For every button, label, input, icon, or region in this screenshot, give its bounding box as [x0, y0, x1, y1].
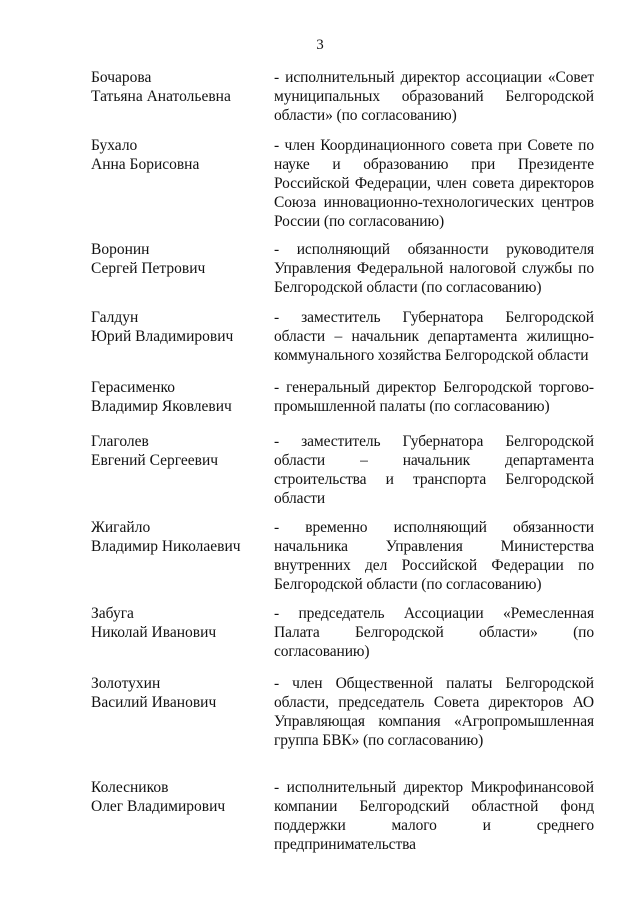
member-surname: Золотухин: [91, 675, 161, 692]
member-name: [91, 378, 261, 416]
member-role: - исполнительный директор ассоциации «Совет муниципальных образований Белгородской области» (по согласованию): [274, 69, 594, 124]
member-name: [91, 308, 261, 346]
member-given-names: Николай Иванович: [91, 624, 217, 641]
member-role: - исполняющий обязанности руководителя Управления Федеральной налоговой службы по Белгородской области (по согласованию): [274, 241, 594, 296]
member-role: - исполнительный директор Микрофинансовой компании Белгородский областной фонд поддержки малого и среднего предпринимательства: [274, 779, 594, 853]
member-surname: Колесников: [91, 779, 169, 796]
member-surname: Глаголев: [91, 433, 149, 450]
member-name: [91, 136, 261, 174]
member-surname: Герасименко: [91, 379, 175, 396]
member-surname: Галдун: [91, 309, 139, 326]
member-surname: Жигайло: [91, 519, 151, 536]
member-name: [91, 604, 261, 642]
member-name: [91, 518, 261, 556]
member-surname: Бухало: [91, 137, 138, 154]
member-name: [91, 432, 261, 470]
member-role: - временно исполняющий обязанности начальника Управления Министерства внутренних дел Российской Федерации по Белгородской области (по согласованию): [274, 519, 594, 593]
member-surname: Бочарова: [91, 69, 152, 86]
member-role: - член Координационного совета при Совете по науке и образованию при Президенте Российской Федерации, член совета директоров Союза инновационно-технологических центров России (по согласованию): [274, 137, 594, 230]
member-given-names: Евгений Сергеевич: [91, 452, 219, 469]
member-given-names: Василий Иванович: [91, 694, 217, 711]
member-role: - заместитель Губернатора Белгородской области – начальник департамента строительства и транспорта Белгородской области: [274, 433, 594, 507]
member-name: [91, 674, 261, 712]
member-role: - заместитель Губернатора Белгородской области – начальник департамента жилищно-коммунального хозяйства Белгородской области: [274, 309, 594, 364]
member-role: - генеральный директор Белгородской торгово-промышленной палаты (по согласованию): [274, 379, 594, 415]
page-number: 3: [316, 37, 324, 53]
member-role: - член Общественной палаты Белгородской области, председатель Совета директоров АО Управляющая компания «Агропромышленная группа БВК» (по согласованию): [274, 675, 594, 749]
member-given-names: Владимир Яковлевич: [91, 398, 232, 415]
member-given-names: Сергей Петрович: [91, 260, 206, 277]
member-surname: Забуга: [91, 605, 134, 622]
member-given-names: Татьяна Анатольевна: [91, 88, 231, 105]
member-given-names: Олег Владимирович: [91, 798, 226, 815]
member-name: [91, 68, 261, 106]
member-name: [91, 240, 261, 278]
member-given-names: Владимир Николаевич: [91, 538, 241, 555]
member-role: - председатель Ассоциации «Ремесленная Палата Белгородской области» (по согласованию): [274, 605, 594, 660]
member-given-names: Анна Борисовна: [91, 156, 200, 173]
member-name: [91, 778, 261, 816]
member-given-names: Юрий Владимирович: [91, 328, 234, 345]
member-surname: Воронин: [91, 241, 150, 258]
